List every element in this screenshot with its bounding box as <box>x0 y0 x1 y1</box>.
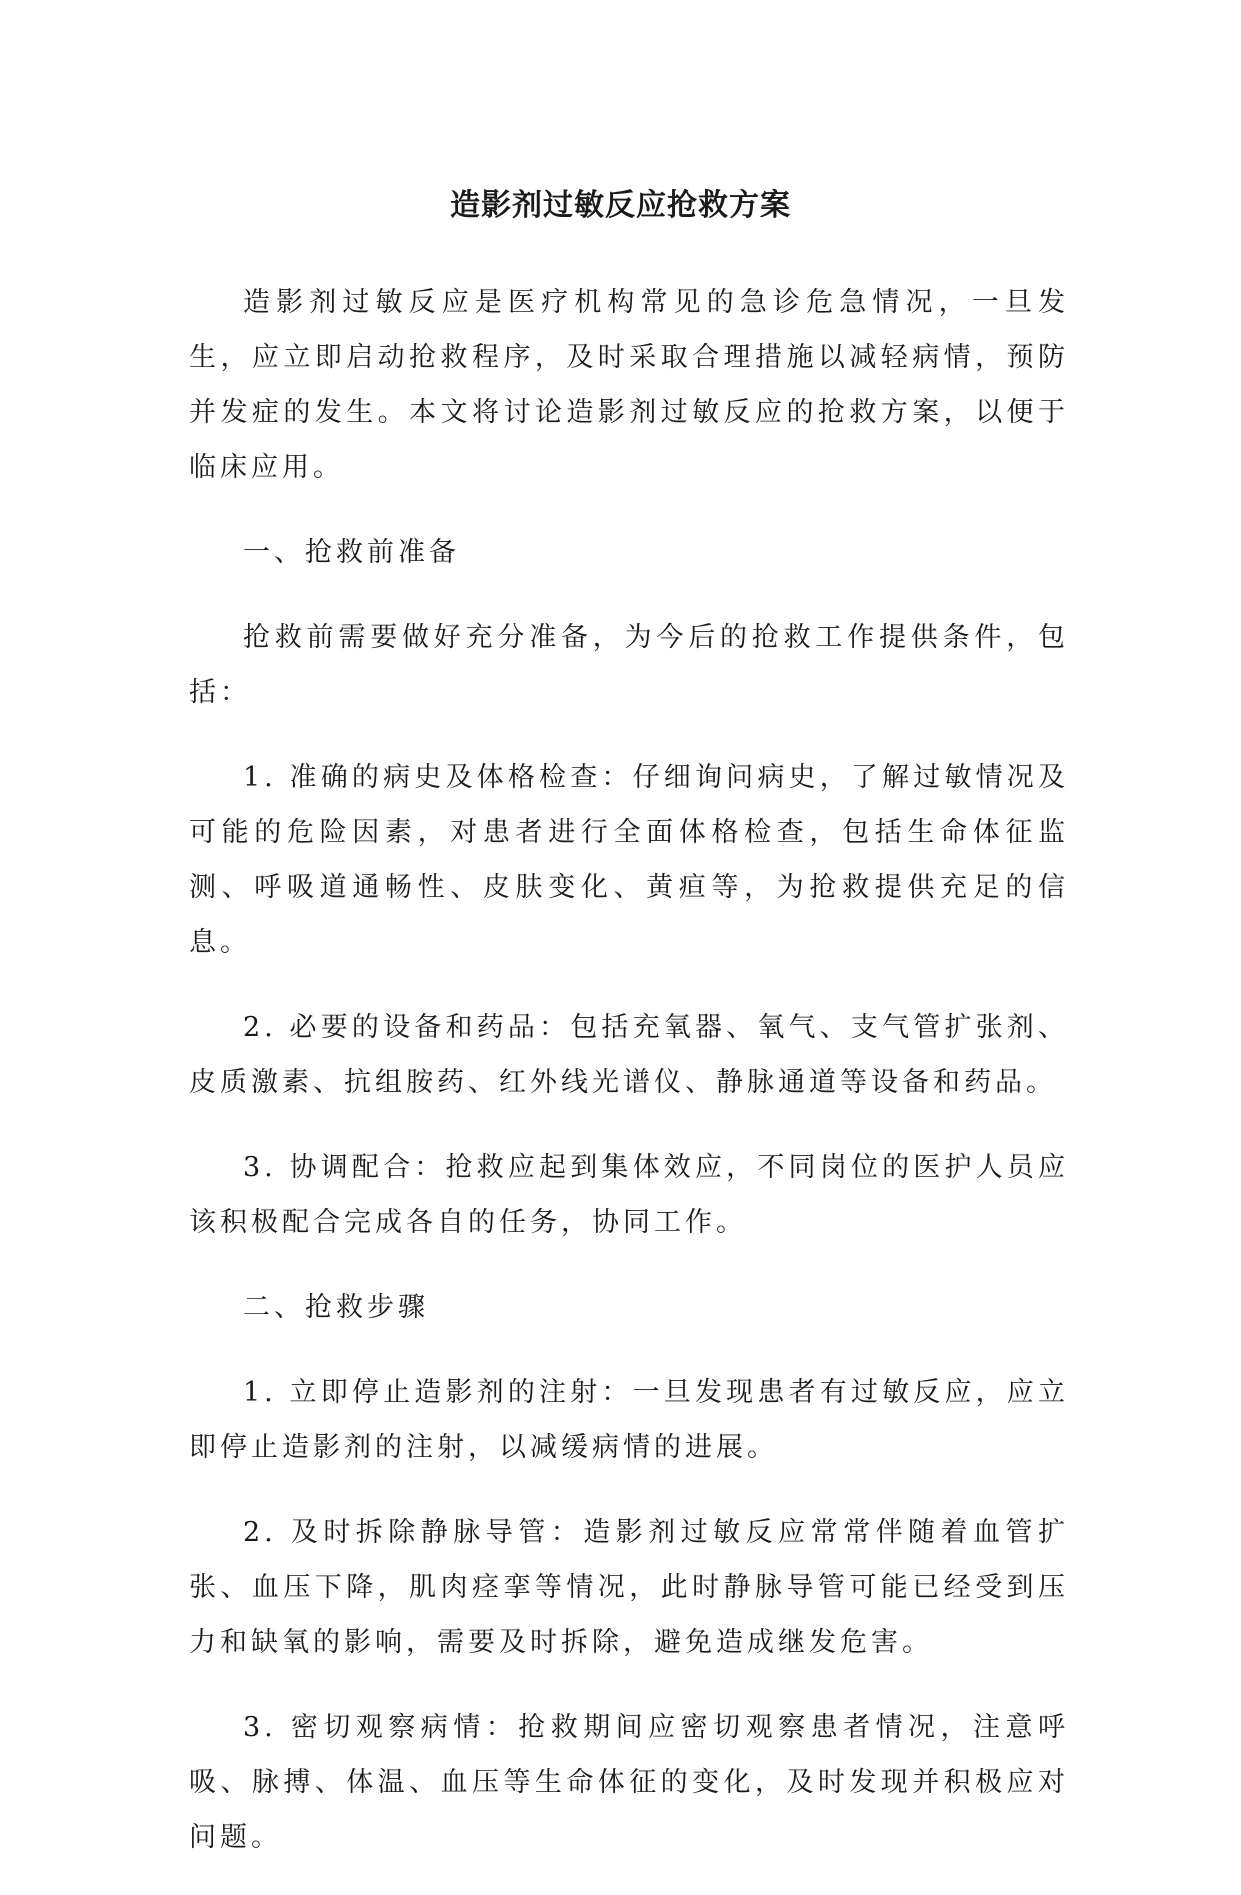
paragraph-intro: 造影剂过敏反应是医疗机构常见的急诊危急情况，一旦发生，应立即启动抢救程序，及时采取合理措施以减轻病情，预防并发症的发生。本文将讨论造影剂过敏反应的抢救方案，以便于临床应用。 <box>189 287 1069 483</box>
list-item-remove-catheter: 2. 及时拆除静脉导管：造影剂过敏反应常常伴随着血管扩张、血压下降，肌肉痉挛等情况，此时静脉导管可能已经受到压力和缺氧的影响，需要及时拆除，避免造成继发危害。 <box>189 1517 1069 1658</box>
list-item-history-exam: 1. 准确的病史及体格检查：仔细询问病史，了解过敏情况及可能的危险因素，对患者进行全面体格检查，包括生命体征监测、呼吸道通畅性、皮肤变化、黄疸等，为抢救提供充足的信息。 <box>189 762 1069 958</box>
list-item-stop-injection: 1. 立即停止造影剂的注射：一旦发现患者有过敏反应，应立即停止造影剂的注射，以减缓病情的进展。 <box>189 1377 1069 1463</box>
document-title: 造影剂过敏反应抢救方案 <box>450 188 791 223</box>
list-item-observe-condition: 3. 密切观察病情：抢救期间应密切观察患者情况，注意呼吸、脉搏、体温、血压等生命体征的变化，及时发现并积极应对问题。 <box>189 1712 1069 1853</box>
list-item-coordination: 3. 协调配合：抢救应起到集体效应，不同岗位的医护人员应该积极配合完成各自的任务，协同工作。 <box>189 1152 1069 1238</box>
section-heading-preparation: 一、抢救前准备 <box>243 537 460 568</box>
section-heading-steps: 二、抢救步骤 <box>243 1292 429 1323</box>
document-body <box>189 275 1069 1895</box>
list-item-equipment-drugs: 2. 必要的设备和药品：包括充氧器、氧气、支气管扩张剂、皮质激素、抗组胺药、红外线光谱仪、静脉通道等设备和药品。 <box>189 1012 1069 1098</box>
paragraph-preparation-intro: 抢救前需要做好充分准备，为今后的抢救工作提供条件，包括： <box>189 622 1069 708</box>
